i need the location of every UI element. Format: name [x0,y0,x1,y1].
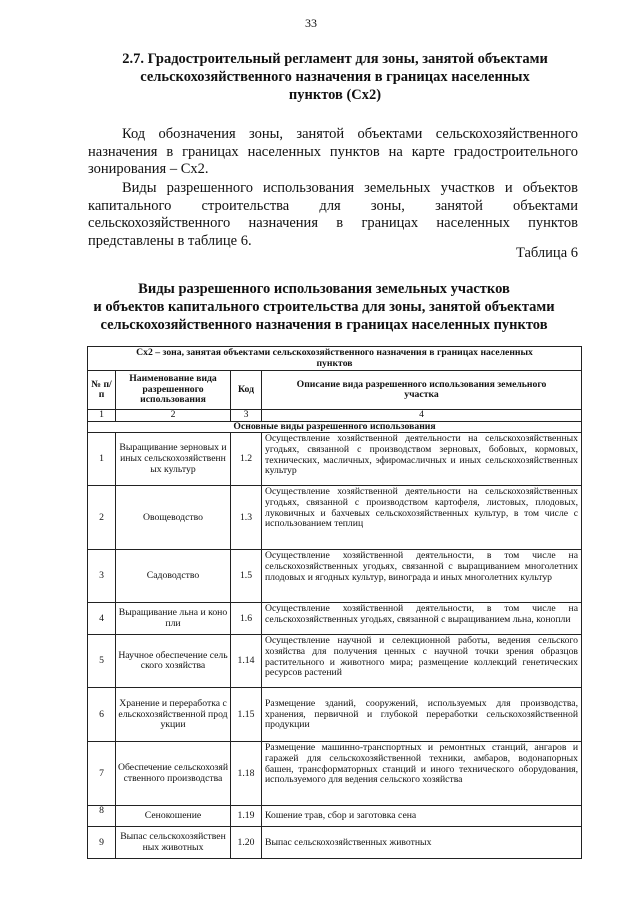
paragraph-line: назначения в границах населенных пунктов на карте градостроительного [88,143,578,160]
page-number: 33 [305,16,317,30]
row-code: 1.19 [231,806,262,827]
table-row [88,688,582,742]
zone-code-paragraph [88,126,578,179]
row-name: Научное обеспечение сельского хозяйства [116,635,231,688]
table-row [88,806,582,827]
row-num: 9 [88,827,116,859]
paragraph-line: капитального строительства для зоны, занятой объектами [88,197,578,214]
table-row [88,433,582,486]
row-name: Хранение и переработка сельскохозяйственной продукции [116,688,231,742]
permitted-uses-table [87,346,582,859]
header-code: Код [231,371,262,410]
table-row [88,635,582,688]
permitted-uses-paragraph [88,180,578,250]
column-number: 3 [231,410,262,422]
row-name: Садоводство [116,550,231,603]
column-number: 1 [88,410,116,422]
row-desc: Осуществление хозяйственной деятельности, в том числе на сельскохозяйственных угодьях, связанной с выращиванием льна, конопли [262,603,582,635]
row-code: 1.20 [231,827,262,859]
paragraph-line: зонирования – Сх2. [88,161,209,177]
table-row [88,486,582,550]
row-desc: Размещение машинно-транспортных и ремонтных станций, ангаров и гаражей для сельскохозяйственной техники, амбаров, водонапорных башен, трансформаторных станций и иного технического оборудования, используемого для ведения сельского хозяйства [262,742,582,806]
section-heading-line: сельскохозяйственного назначения в границах населенных [140,69,530,85]
header-desc: Описание вида разрешенного использования земельного участка [262,371,582,410]
paragraph-line: представлены в таблице 6. [88,232,252,249]
column-number: 4 [262,410,582,422]
section-title: Основные виды разрешенного использования [88,421,582,433]
row-desc: Осуществление хозяйственной деятельности на сельскохозяйственных угодьях, связанной с производством картофеля, листовых, плодовых, луковичных и бахчевых сельскохозяйственных культур, в том числе с использованием теплиц [262,486,582,550]
row-code: 1.14 [231,635,262,688]
table-row [88,742,582,806]
table-title [60,280,588,334]
row-name: Выпас сельскохозяйственных животных [116,827,231,859]
row-desc: Осуществление хозяйственной деятельности, в том числе на сельскохозяйственных угодьях, связанной с выращиванием многолетних плодовых и ягодных культур, винограда и иных многолетних культур [262,550,582,603]
row-num: 1 [88,433,116,486]
row-num: 7 [88,742,116,806]
row-desc: Кошение трав, сбор и заготовка сена [262,806,582,827]
table-row [88,827,582,859]
row-name: Выращивание зерновых и иных сельскохозяйственных культур [116,433,231,486]
row-num: 8 [88,806,116,827]
row-code: 1.5 [231,550,262,603]
row-name: Выращивание льна и конопли [116,603,231,635]
row-desc: Выпас сельскохозяйственных животных [262,827,582,859]
row-code: 1.18 [231,742,262,806]
section-heading [92,50,578,104]
row-num: 4 [88,603,116,635]
paragraph-line: Код обозначения зоны, занятой объектами сельскохозяйственного [122,126,578,142]
paragraph-line: Виды разрешенного использования земельных участков и объектов [122,180,578,196]
row-desc: Размещение зданий, сооружений, используемых для производства, хранения, первичной и глубокой переработки сельскохозяйственной продукции [262,688,582,742]
table-title-line: и объектов капитального строительства для зоны, занятой объектами [93,299,555,315]
paragraph-line: сельскохозяйственного назначения в границах населенных пунктов [88,215,578,231]
row-name: Овощеводство [116,486,231,550]
row-code: 1.15 [231,688,262,742]
table-title-line: сельскохозяйственного назначения в границах населенных пунктов [100,317,548,333]
column-number: 2 [116,410,231,422]
row-code: 1.3 [231,486,262,550]
row-desc: Осуществление хозяйственной деятельности на сельскохозяйственных угодьях, связанной с производством зерновых, бобовых, кормовых, технических, масличных, эфиромасличных и иных сельскохозяйственных культур [262,433,582,486]
row-code: 1.6 [231,603,262,635]
section-heading-line: пунктов (Сх2) [288,87,382,103]
row-name: Обеспечение сельскохозяйственного производства [116,742,231,806]
row-num: 5 [88,635,116,688]
table-label: Таблица 6 [515,245,578,261]
table-row [88,550,582,603]
row-num: 6 [88,688,116,742]
row-num: 2 [88,486,116,550]
row-code: 1.2 [231,433,262,486]
row-name: Сенокошение [116,806,231,827]
table-caption: Сх2 – зона, занятая объектами сельскохозяйственного назначения в границах населенных пунктов [88,347,582,371]
header-name: Наименование вида разрешенного использования [116,371,231,410]
section-heading-line: 2.7. Градостроительный регламент для зоны, занятой объектами [122,51,548,67]
header-num: № п/п [88,371,116,410]
table-row [88,603,582,635]
row-desc: Осуществление научной и селекционной работы, ведения сельского хозяйства для получения ценных с научной точки зрения образцов растительного и животного мира; размещение коллекций генетических ресурсов растений [262,635,582,688]
table-title-line: Виды разрешенного использования земельных участков [138,281,510,297]
row-num: 3 [88,550,116,603]
